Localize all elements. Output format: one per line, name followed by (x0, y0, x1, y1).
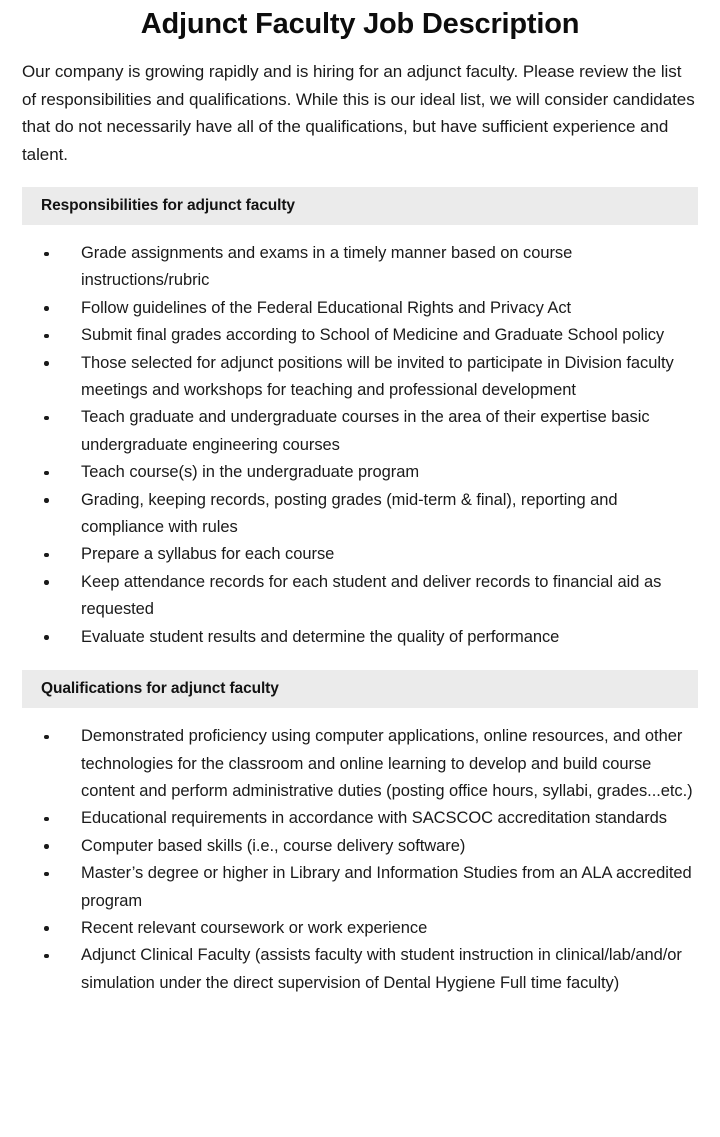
list-item-text: Recent relevant coursework or work experience (81, 918, 428, 937)
bullet-icon (44, 872, 49, 877)
list-item (44, 805, 698, 832)
list-item (44, 541, 698, 568)
bullet-icon (44, 844, 49, 849)
bullet-icon (44, 498, 49, 503)
list-item-text: Adjunct Clinical Faculty (assists faculty with student instruction in clinical/lab/and/or simulation under the direct supervision of Dental Hygiene Full time faculty) (81, 946, 682, 992)
bullet-icon (44, 926, 49, 931)
bullet-icon (44, 471, 49, 476)
list-item (44, 459, 698, 486)
list-item-text: Keep attendance records for each student and deliver records to financial aid as requested (81, 572, 662, 619)
responsibilities-list (22, 240, 698, 651)
bullet-icon (44, 580, 49, 585)
bullet-icon (44, 416, 49, 421)
list-item (44, 624, 698, 651)
list-item-text: Computer based skills (i.e., course delivery software) (81, 836, 466, 855)
section-header-qualifications (22, 670, 698, 708)
bullet-icon (44, 334, 49, 339)
section-responsibilities (22, 187, 698, 651)
list-item-text: Grading, keeping records, posting grades (mid-term & final), reporting and compliance with rules (81, 490, 618, 537)
list-item-text: Those selected for adjunct positions will be invited to participate in Division faculty meetings and workshops for teaching and professional development (81, 353, 674, 400)
list-item-text: Evaluate student results and determine the quality of performance (81, 627, 560, 646)
list-item-text: Follow guidelines of the Federal Educational Rights and Privacy Act (81, 298, 572, 317)
list-item (44, 860, 698, 915)
bullet-icon (44, 635, 49, 640)
bullet-icon (44, 252, 49, 257)
bullet-icon (44, 817, 49, 822)
intro-paragraph: Our company is growing rapidly and is hiring for an adjunct faculty. Please review the list of responsibilities and qualifications. While this is our ideal list, we will consider candidates that do not necessarily have all of the qualifications, but have sufficient experience and talent. (22, 62, 695, 164)
list-item-text: Demonstrated proficiency using computer applications, online resources, and other technologies for the classroom and online learning to develop and build course content and perform administrative duties (posting office hours, syllabi, grades...etc.) (81, 727, 693, 800)
list-item (44, 487, 698, 542)
page-title: Adjunct Faculty Job Description (140, 8, 580, 40)
bullet-icon (44, 553, 49, 558)
list-item-text: Teach graduate and undergraduate courses in the area of their expertise basic undergraduate engineering courses (81, 408, 650, 454)
list-item-text: Master’s degree or higher in Library and Information Studies from an ALA accredited program (81, 864, 692, 910)
list-item-text: Grade assignments and exams in a timely manner based on course instructions/rubric (81, 244, 573, 290)
list-item-text: Submit final grades according to School of Medicine and Graduate School policy (81, 326, 665, 345)
qualifications-list (22, 723, 698, 997)
section-qualifications (22, 670, 698, 997)
list-item (44, 915, 698, 942)
bullet-icon (44, 306, 49, 311)
section-header-label: Responsibilities for adjunct faculty (41, 197, 295, 214)
bullet-icon (44, 954, 49, 959)
bullet-icon (44, 735, 49, 740)
section-header-responsibilities (22, 187, 698, 225)
list-item (44, 942, 698, 997)
list-item-text: Educational requirements in accordance with SACSCOC accreditation standards (81, 809, 667, 828)
list-item (44, 404, 698, 459)
list-item (44, 295, 698, 322)
list-item (44, 723, 698, 805)
list-item (44, 833, 698, 860)
list-item-text: Teach course(s) in the undergraduate program (81, 463, 420, 482)
list-item (44, 569, 698, 624)
list-item (44, 240, 698, 295)
list-item (44, 350, 698, 405)
list-item (44, 322, 698, 349)
list-item-text: Prepare a syllabus for each course (81, 545, 335, 564)
section-header-label: Qualifications for adjunct faculty (41, 680, 279, 698)
bullet-icon (44, 361, 49, 366)
